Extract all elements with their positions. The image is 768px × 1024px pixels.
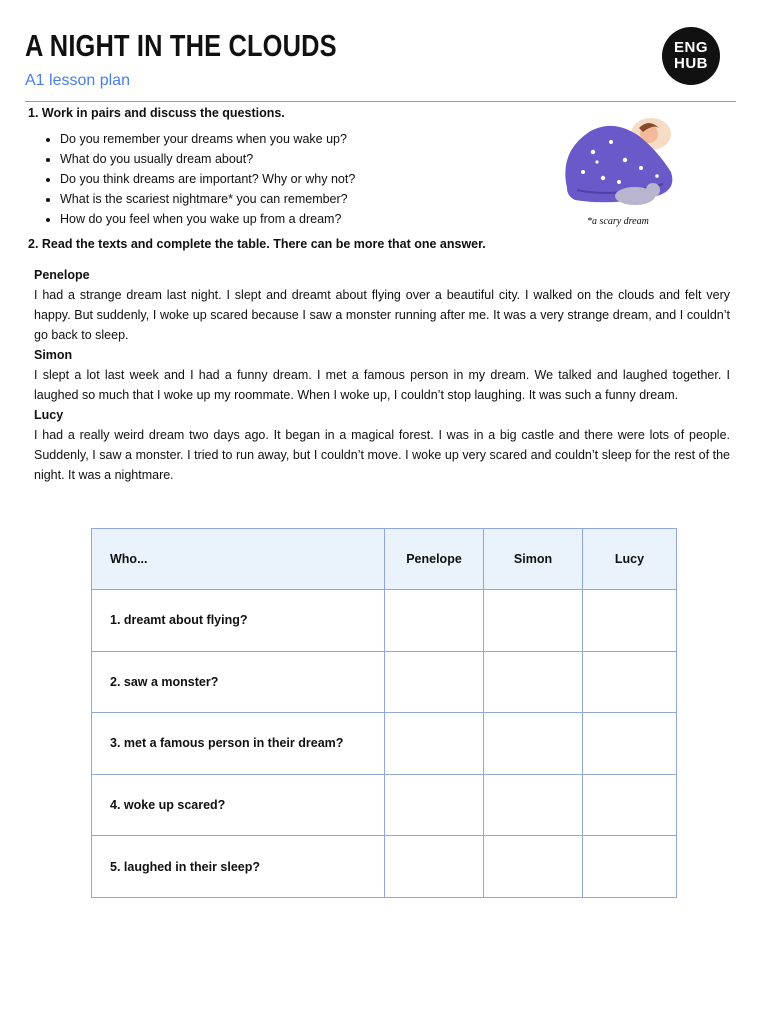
answer-cell[interactable] <box>583 590 677 652</box>
column-header-penelope: Penelope <box>385 529 484 590</box>
answer-cell[interactable] <box>385 590 484 652</box>
table-row <box>92 836 677 898</box>
page-subtitle: A1 lesson plan <box>25 72 130 89</box>
column-header-simon: Simon <box>484 529 583 590</box>
answer-cell[interactable] <box>484 836 583 898</box>
footnote: *a scary dream <box>587 216 649 227</box>
question-item: • How do you feel when you wake up from a dream? <box>60 209 355 229</box>
cat-head <box>646 183 660 197</box>
table-header-row <box>92 529 677 590</box>
answer-cell[interactable] <box>484 590 583 652</box>
row-question: 1. dreamt about flying? <box>92 590 385 652</box>
discussion-questions-list <box>44 129 355 229</box>
text-author-name: Penelope <box>34 268 90 282</box>
answer-table <box>91 528 677 898</box>
page-title: A NIGHT IN THE CLOUDS <box>25 28 337 63</box>
answer-cell[interactable] <box>583 774 677 836</box>
reading-texts <box>34 265 730 485</box>
question-item: • What do you usually dream about? <box>60 149 355 169</box>
exercise-2-heading: 2. Read the texts and complete the table. There can be more that one answer. <box>28 237 486 251</box>
row-question: 2. saw a monster? <box>92 651 385 713</box>
text-author-name: Lucy <box>34 408 64 422</box>
table-row <box>92 713 677 775</box>
answer-cell[interactable] <box>484 651 583 713</box>
answer-cell[interactable] <box>385 774 484 836</box>
question-item: • Do you remember your dreams when you wake up? <box>60 129 355 149</box>
eng-hub-logo <box>662 27 720 85</box>
column-header-lucy: Lucy <box>583 529 677 590</box>
answer-cell[interactable] <box>385 713 484 775</box>
answer-cell[interactable] <box>583 836 677 898</box>
text-body: I had a really weird dream two days ago. It began in a magical forest. I was in a big castle and there were lots of people. Suddenly, I saw a monster. I tried to run away, but I couldn’t move. I woke up very scared and couldn’t sleep for the rest of the night. It was a nightmare. <box>34 428 730 482</box>
text-author-name: Simon <box>34 348 73 362</box>
column-header-who: Who... <box>92 529 385 590</box>
text-body: I had a strange dream last night. I slept and dreamt about flying over a beautiful city. I walked on the clouds and felt very happy. But suddenly, I woke up scared because I saw a monster running after me. It was a very strange dream, and I couldn’t go back to sleep. <box>34 288 730 342</box>
answer-cell[interactable] <box>385 836 484 898</box>
table-row <box>92 651 677 713</box>
answer-cell[interactable] <box>484 713 583 775</box>
answer-cell[interactable] <box>583 651 677 713</box>
header-divider <box>25 101 736 102</box>
exercise-1-heading: 1. Work in pairs and discuss the questions. <box>28 106 285 120</box>
answer-cell[interactable] <box>583 713 677 775</box>
question-item: • Do you think dreams are important? Why or why not? <box>60 169 355 189</box>
question-item: • What is the scariest nightmare* you can remember? <box>60 189 355 209</box>
table-row <box>92 590 677 652</box>
logo-line-1: ENG <box>673 39 708 56</box>
table-row <box>92 774 677 836</box>
row-question: 3. met a famous person in their dream? <box>92 713 385 775</box>
answer-cell[interactable] <box>385 651 484 713</box>
sleeping-person-illustration <box>553 112 683 230</box>
text-body: I slept a lot last week and I had a funny dream. I met a famous person in my dream. We talked and laughed together. I laughed so much that I woke up my roommate. When I woke up, I couldn’t stop laughing. It was such a funny dream. <box>34 368 730 402</box>
row-question: 5. laughed in their sleep? <box>92 836 385 898</box>
answer-cell[interactable] <box>484 774 583 836</box>
logo-line-2: HUB <box>674 55 708 72</box>
row-question: 4. woke up scared? <box>92 774 385 836</box>
